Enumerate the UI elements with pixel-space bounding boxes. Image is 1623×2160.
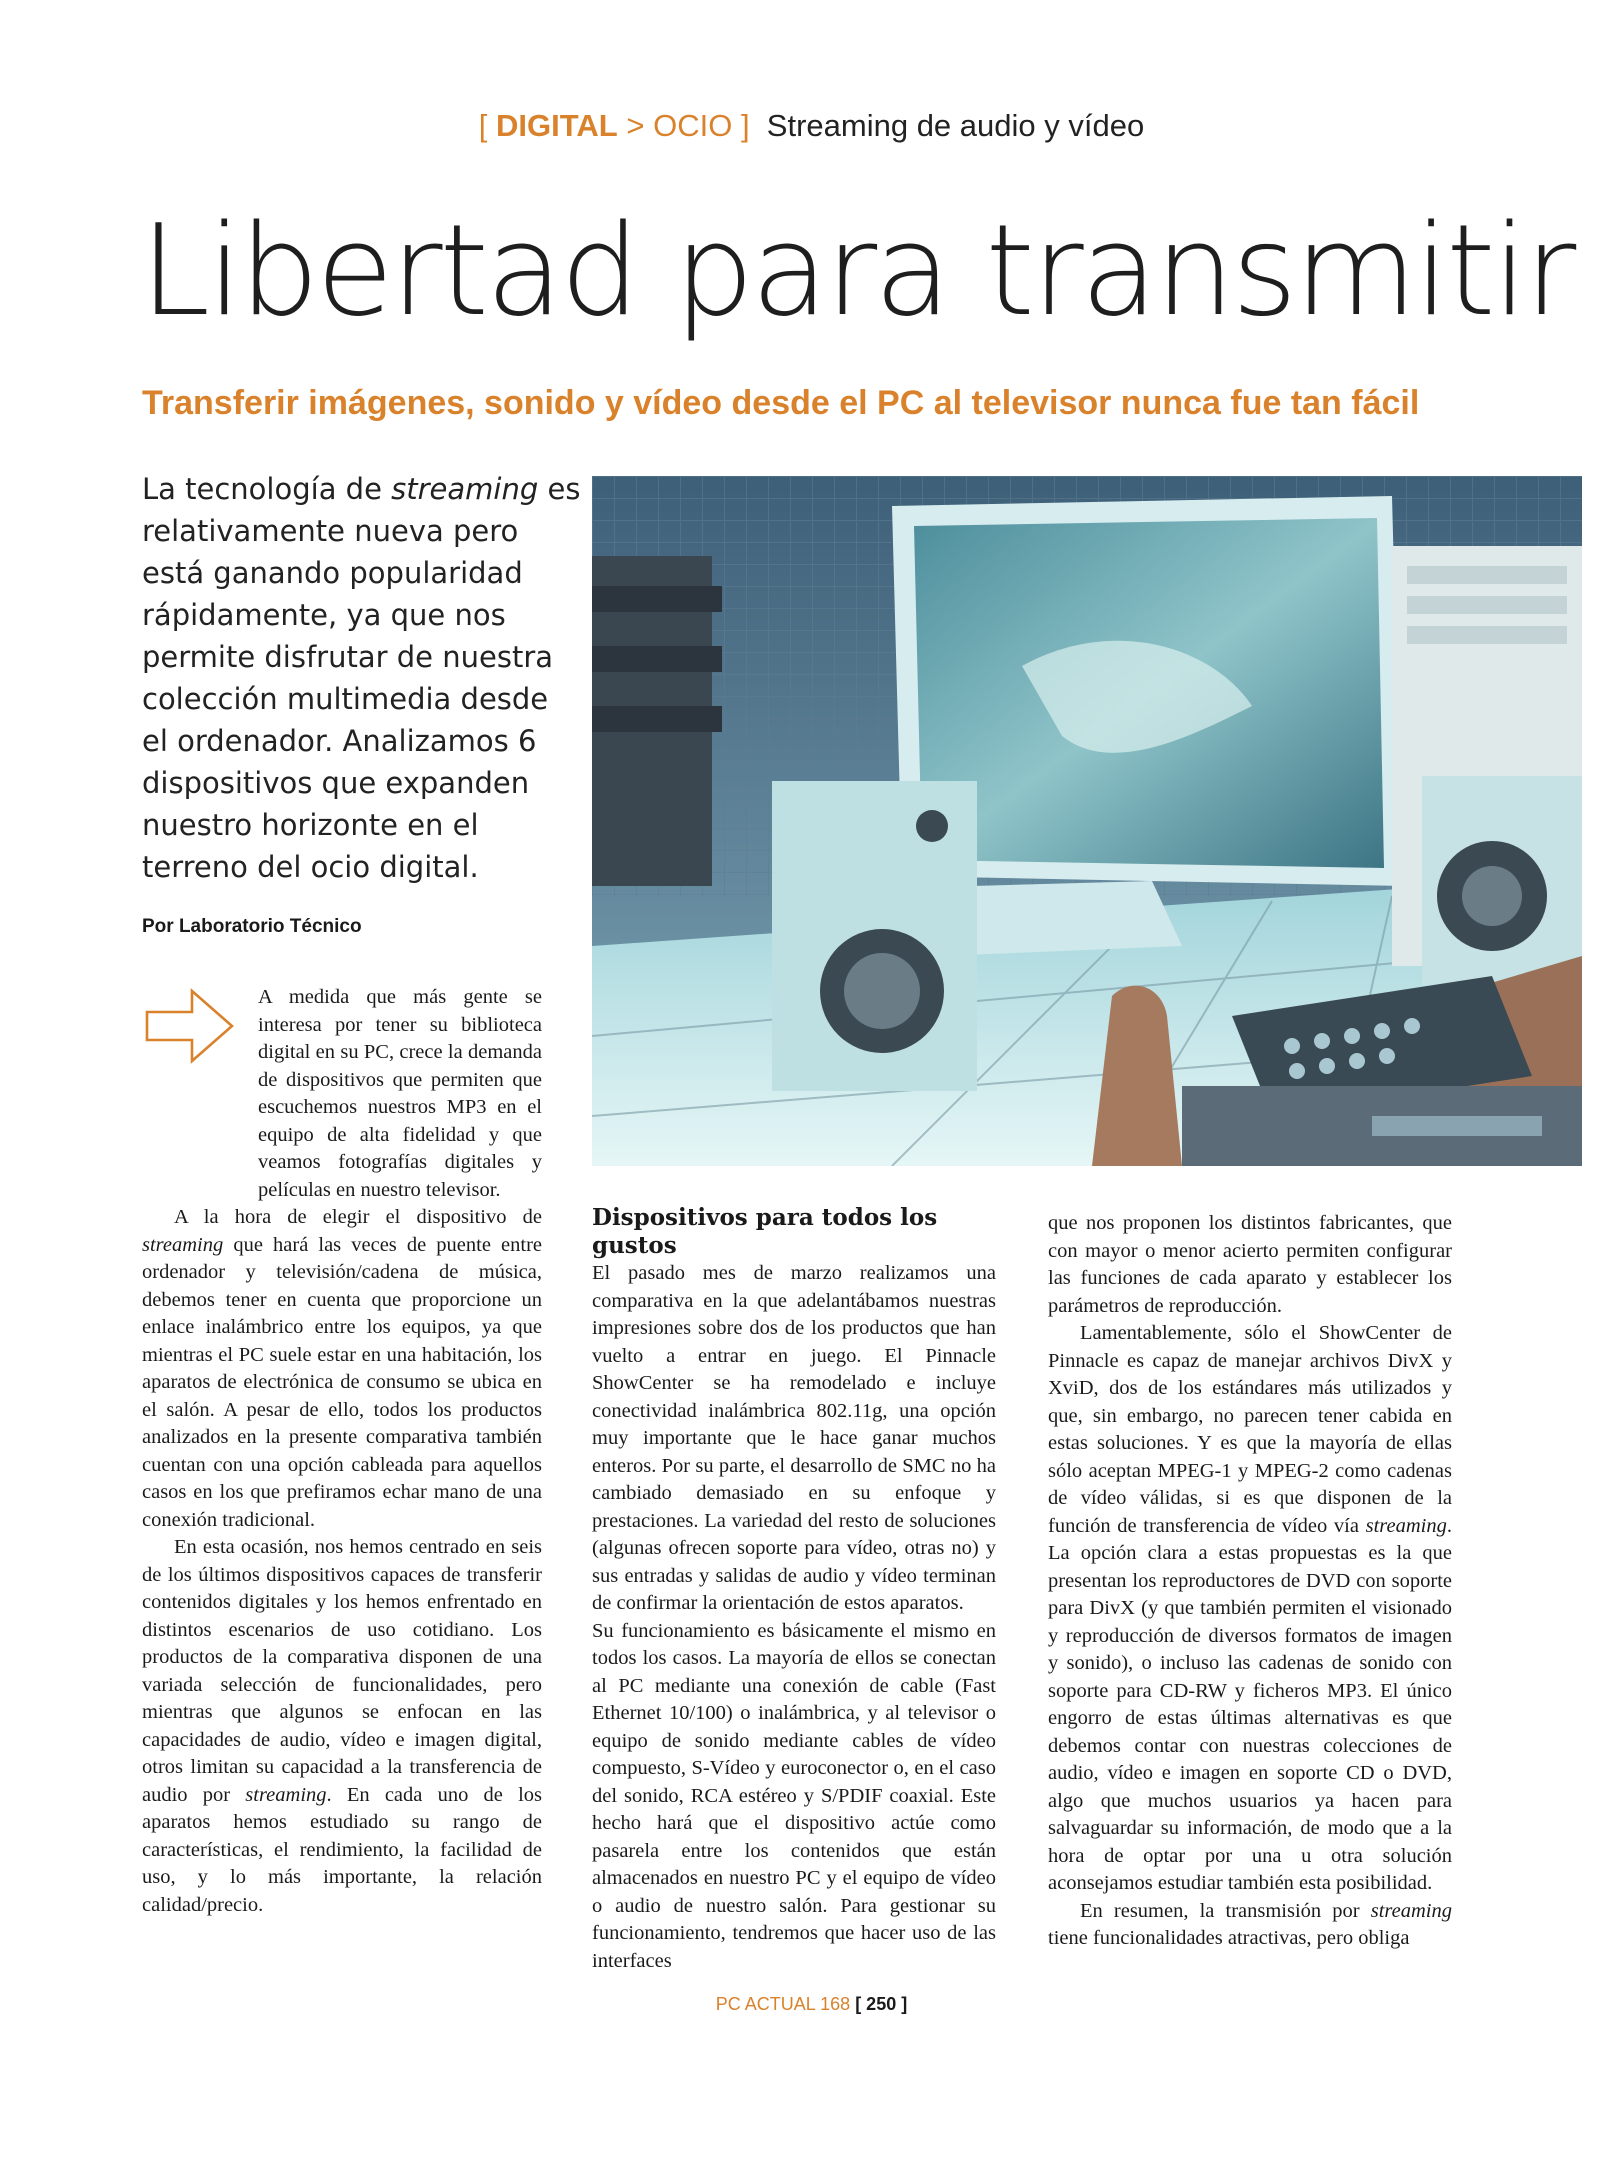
section-separator: > [626, 108, 645, 143]
intro-text-b: es relativamente nueva pero está ganando popularidad rápidamente, ya que nos permite disfrutar de nuestra colección multimedia desde el ordenador. Analizamos 6 dispositivos que expanden nuestro horizonte en el terreno del ocio digital. [142, 472, 581, 884]
column3-p3-text-a: En resumen, la transmisión por [1080, 1899, 1371, 1922]
column1-p3-text-b: . En cada uno de los aparatos hemos estudiado su rango de características, el rendimiento, la facilidad de uso, y lo más importante, la relación calidad/precio. [142, 1783, 543, 1916]
magazine-issue: PC ACTUAL 168 [715, 1994, 851, 2014]
section-topic: Streaming de audio y vídeo [766, 108, 1145, 143]
section-close-bracket: ] [740, 108, 750, 143]
column3-paragraph-2 [1048, 1320, 1452, 1898]
page-footer [0, 1994, 1623, 2015]
body-column-3 [1048, 1210, 1452, 1953]
page-number: [ 250 ] [855, 1994, 908, 2014]
column3-p3-text-b: tiene funcionalidades atractivas, pero obliga [1048, 1927, 1410, 1949]
section-heading: Dispositivos para todos los gustos [592, 1204, 938, 1259]
article-intro [142, 468, 582, 888]
column3-paragraph-3 [1048, 1898, 1452, 1953]
column3-p2-emphasis: streaming [1365, 1514, 1447, 1537]
column1-paragraph-2 [142, 1204, 542, 1534]
streaming-illustration-icon [592, 476, 1582, 1166]
section-digital: DIGITAL [496, 108, 618, 143]
body-column-1 [142, 984, 542, 1919]
intro-text-a: La tecnología de [142, 472, 392, 506]
column1-p3-text-a: En esta ocasión, nos hemos centrado en seis de los últimos dispositivos capaces de transferir contenidos digitales y los hemos enfrentado en distintos escenarios de uso cotidiano. Los productos de la comparativa disponen de una variada selección de funcionalidades, pero mientras que algunos se enfocan en las capacidades de audio, vídeo e imagen digital, otros limitan su capacidad a la transferencia de audio por [142, 1536, 542, 1806]
column1-p3-emphasis: streaming [245, 1783, 327, 1806]
article-title: Libertad para transmitir [140, 197, 1574, 344]
body-column-2 [592, 1204, 996, 1975]
column1-p2-text-a: A la hora de elegir el dispositivo de [174, 1206, 542, 1228]
section-header [0, 108, 1623, 144]
column3-p3-emphasis: streaming [1370, 1899, 1452, 1922]
column3-paragraph-1: que nos proponen los distintos fabricantes, que con mayor o menor acierto permiten configurar las funciones de cada aparato y establecer los parámetros de reproducción. [1048, 1212, 1452, 1317]
column1-p2-text-b: que hará las veces de puente entre ordenador y televisión/cadena de música, debemos tener en cuenta que proporcione un enlace inalámbrico entre los equipos, ya que mientras el PC suele estar en una habitación, los aparatos de electrónica de consumo se ubica en el salón. A pesar de ello, todos los productos analizados en la presente comparativa también cuentan con una opción cableada para aquellos casos en los que prefiramos echar mano de una conexión tradicional. [142, 1233, 542, 1531]
section-ocio: OCIO [653, 108, 733, 143]
column1-paragraph-3 [142, 1534, 542, 1919]
column2-paragraph-2: Su funcionamiento es básicamente el mismo en todos los casos. La mayoría de ellos se conectan al PC mediante una conexión de cable (Fast Ethernet 10/100) o inalámbrica, y al televisor o equipo de sonido mediante cables de vídeo compuesto, S-Vídeo y euroconector o, en el caso del sonido, RCA estéreo y S/PDIF coaxial. Este hecho hará que el dispositivo actúe como pasarela entre los contenidos que están almacenados en nuestro PC y el equipo de vídeo o audio de nuestro salón. Para gestionar su funcionamiento, tendremos que hacer uso de las interfaces [592, 1619, 996, 1972]
column1-p2-emphasis: streaming [142, 1233, 224, 1256]
article-byline: Por Laboratorio Técnico [142, 916, 362, 937]
section-open-bracket: [ [478, 108, 488, 143]
intro-emphasis: streaming [391, 472, 539, 506]
column1-paragraph-1: A medida que más gente se interesa por tener su biblioteca digital en su PC, crece la demanda de dispositivos que permiten que escuchemos nuestros MP3 en el equipo de alta fidelidad y que veamos fotografías digitales y películas en nuestro televisor. [258, 986, 542, 1201]
column3-p2-text-a: Lamentablemente, sólo el ShowCenter de Pinnacle es capaz de manejar archivos DivX y XviD, dos de los estándares más utilizados y que, sin embargo, no parecen tener cabida en estas soluciones. Y es que la mayoría de ellas sólo aceptan MPEG-1 y MPEG-2 como cadenas de vídeo válidas, si es que disponen de la función de transferencia de vídeo vía [1048, 1322, 1452, 1537]
column2-paragraph-1: El pasado mes de marzo realizamos una comparativa en la que adelantábamos nuestras impresiones sobre dos de los productos que han vuelto a entrar en juego. El Pinnacle ShowCenter se ha remodelado e incluye conectividad inalámbrica 802.11g, una opción muy importante que le hace ganar muchos enteros. Por su parte, el desarrollo de SMC no ha cambiado demasiado en su enfoque y prestaciones. La variedad del resto de soluciones (algunas ofrecen soporte para vídeo, otras no) y sus entradas y salidas de audio y vídeo terminan de confirmar la orientación de estos aparatos. [592, 1262, 996, 1614]
article-subtitle: Transferir imágenes, sonido y vídeo desde el PC al televisor nunca fue tan fácil [142, 384, 1420, 422]
hero-illustration [592, 476, 1582, 1166]
column3-p2-text-b: . La opción clara a estas propuestas es la que presentan los reproductores de DVD con soporte para DivX (y que también permiten el visionado y reproducción de diversos formatos de imagen y sonido), o incluso las cadenas de sonido con soporte para CD-RW y ficheros MP3. El único engorro de estas últimas alternativas es que debemos contar con nuestras colecciones de audio, vídeo e imagen en soporte CD o DVD, algo que muchos usuarios ya hacen para salvaguardar su información, de modo que a la hora de optar por una u otra solución aconsejamos estudiar también esta posibilidad. [1048, 1514, 1452, 1894]
